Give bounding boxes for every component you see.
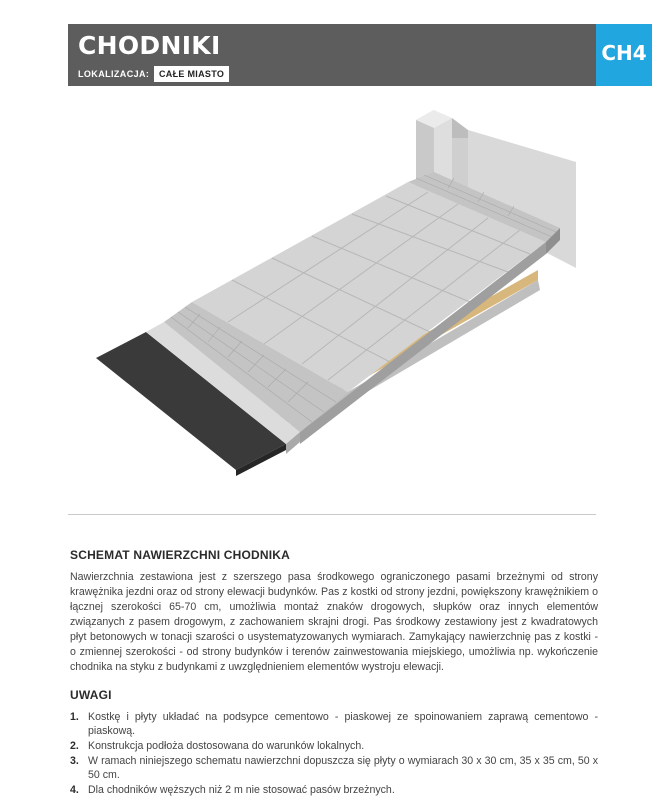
wall-notch bbox=[452, 118, 468, 138]
note-item bbox=[70, 710, 598, 738]
note-text: W ramach niniejszego schematu nawierzchni dopuszcza się płyty o wymiarach 30 x 30 cm, 35 x 35 cm, 50 x 50 cm. bbox=[88, 755, 598, 781]
location-value: CAŁE MIASTO bbox=[154, 66, 229, 82]
page-title: CHODNIKI bbox=[78, 31, 221, 60]
note-number: 4. bbox=[70, 784, 79, 796]
note-text: Kostkę i płyty układać na podsypce cementowo - piaskowej ze spoinowaniem zaprawą cementowo - piaskową. bbox=[88, 711, 598, 737]
schema-description: Nawierzchnia zestawiona jest z szerszego pasa środkowego ograniczonego pasami brzeżnymi od strony krawężnika jezdni oraz od strony elewacji budynków. Pas z kostki od strony jezdni, powiększony krawężnikiem o łącznej szerokości 65-70 cm, umożliwia montaż znaków drogowych, słupków oraz innych elementów związanych z pasem drogowym, z zachowaniem skrajni drogi. Pas środkowy zestawiony jest z kwadratowych płyt betonowych w tonacji szarości o usystematyzowanych wymiarach. Zamykający nawierzchnię pas z kostki - o zmiennej szerokości - od strony budynków i terenów zainwestowania miejskiego, umożliwia np. wykończenie chodnika na styku z budynkami z uwzględnieniem elementów wystroju elewacji. bbox=[70, 571, 598, 673]
note-number: 1. bbox=[70, 711, 79, 723]
section-code-tab bbox=[596, 24, 652, 86]
notes-list bbox=[70, 710, 598, 797]
note-item bbox=[70, 783, 598, 797]
section-code: CH4 bbox=[601, 41, 647, 65]
note-text: Dla chodników węższych niż 2 m nie stosować pasów brzeżnych. bbox=[88, 784, 395, 796]
note-text: Konstrukcja podłoża dostosowana do warunków lokalnych. bbox=[88, 740, 365, 752]
divider bbox=[68, 514, 596, 515]
header-bar bbox=[68, 24, 596, 86]
notes-heading: UWAGI bbox=[70, 688, 112, 702]
note-item bbox=[70, 739, 598, 753]
schema-heading: SCHEMAT NAWIERZCHNI CHODNIKA bbox=[70, 548, 291, 562]
note-number: 2. bbox=[70, 740, 79, 752]
sidewalk-illustration bbox=[68, 92, 596, 502]
location-label: LOKALIZACJA: bbox=[78, 69, 150, 79]
note-item bbox=[70, 754, 598, 782]
note-number: 3. bbox=[70, 755, 79, 767]
